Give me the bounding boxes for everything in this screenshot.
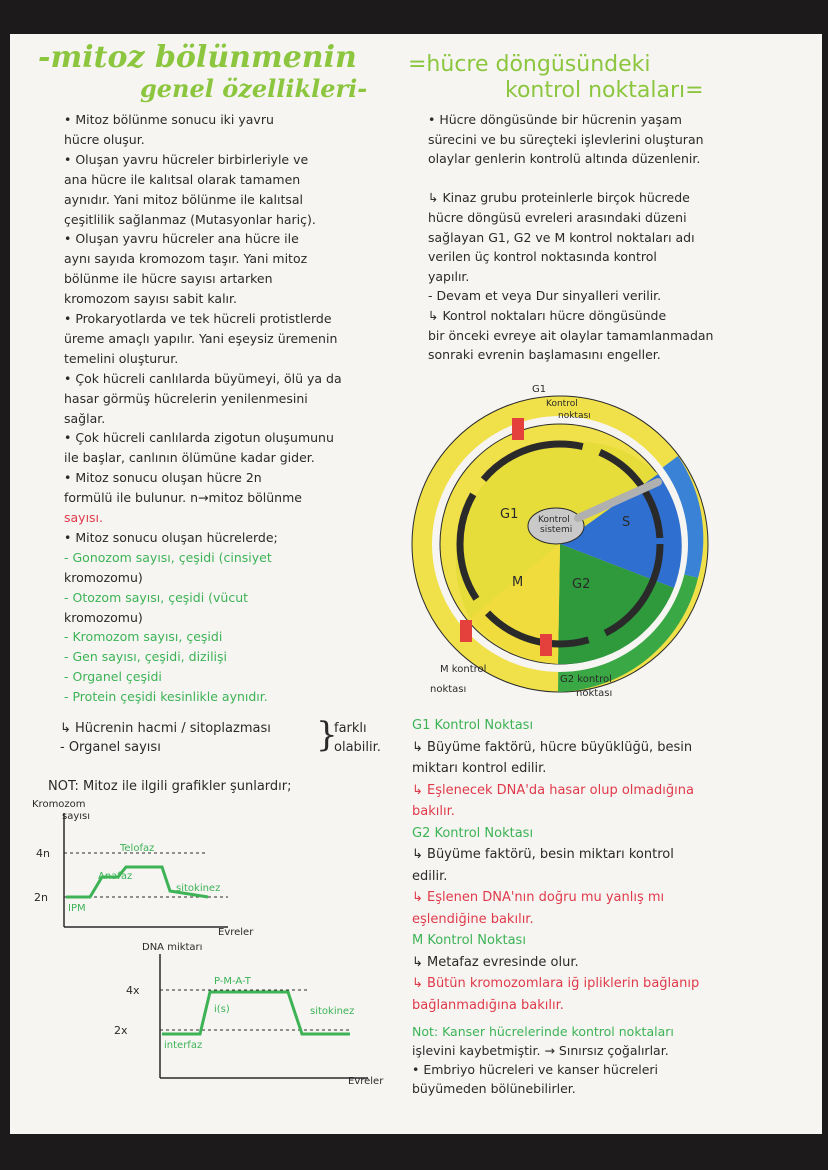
g1-ylabel2: sayısı xyxy=(62,811,91,822)
leftcol-line: - Gonozom sayısı, çeşidi (cinsiyet xyxy=(64,549,272,565)
rightcol-line: ↳ Kontrol noktaları hücre döngüsünde xyxy=(428,308,667,323)
m-cp-label-2: noktası xyxy=(430,684,467,695)
cpcol-line: bakılır. xyxy=(412,804,455,819)
leftcol-line: aynı sayıda kromozom taşır. Yani mitoz xyxy=(64,251,308,267)
cpcol-line: ↳ Eşlenen DNA'nın doğru mu yanlış mı xyxy=(412,890,665,905)
leftcol-line: • Mitoz sonucu oluşan hücrelerde; xyxy=(64,529,278,545)
g1-xlabel: Evreler xyxy=(218,927,254,938)
rightcol-line: olaylar genlerin kontrolü altında düzenlenir. xyxy=(428,151,701,167)
brace: } xyxy=(316,715,338,755)
leftcol-line: kromozomu) xyxy=(64,609,143,625)
rightcol-line: sağlayan G1, G2 ve M kontrol noktaları adı xyxy=(428,229,695,245)
chromosome-graph xyxy=(28,795,268,930)
cell-cycle-diagram xyxy=(408,378,718,698)
g2-y-high: 4x xyxy=(126,984,140,997)
g1-y-low: 2n xyxy=(34,891,48,904)
phase-s: S xyxy=(622,515,631,530)
g2-cp-label-2: noktası xyxy=(576,688,613,699)
title-right-line2: kontrol noktaları= xyxy=(505,78,704,103)
g2-cp-label-1: G2 kontrol xyxy=(560,674,612,685)
brace-note-2: olabilir. xyxy=(334,740,381,755)
title-right-line1: =hücre döngüsündeki xyxy=(408,52,651,77)
leftcol-line: - Organel çeşidi xyxy=(64,669,162,685)
m-cp-label-1: M kontrol xyxy=(440,664,487,675)
title-left-line2: genel özellikleri- xyxy=(140,74,368,103)
leftcol-line: sayısı. xyxy=(64,510,104,525)
g1-checkpoint-marker xyxy=(512,418,524,440)
hacim-line: ↳ Hücrenin hacmi / sitoplazması xyxy=(60,721,271,736)
g2-label-sitokinez: sitokinez xyxy=(310,1006,355,1017)
leftcol-line: ile başlar, canlının ölümüne kadar gider. xyxy=(64,450,315,466)
leftcol-line: formülü ile bulunur. n→mitoz bölünme xyxy=(64,490,302,506)
title-left-line1: -mitoz bölünmenin xyxy=(38,40,357,75)
cpcol-line: ↳ Büyüme faktörü, besin miktarı kontrol xyxy=(412,847,674,862)
leftcol-line: • Prokaryotlarda ve tek hücreli protistlerde xyxy=(64,311,332,326)
cpcol-line: M Kontrol Noktası xyxy=(412,933,526,948)
cpcol-line: ↳ Eşlenecek DNA'da hasar olup olmadığına xyxy=(412,782,694,798)
notecol-line: büyümeden bölünebilirler. xyxy=(412,1081,576,1096)
cpcol-line: ↳ Bütün kromozomlara iğ ipliklerin bağlanıp xyxy=(412,976,700,991)
leftcol-line: çeşitlilik sağlanmaz (Mutasyonlar hariç). xyxy=(64,211,316,227)
brace-note-1: farklı xyxy=(334,721,367,736)
rightcol-line: ↳ Kinaz grubu proteinlerle birçok hücrede xyxy=(428,190,690,206)
cpcol-line: bağlanmadığına bakılır. xyxy=(412,997,564,1013)
cpcol-line: G2 Kontrol Noktası xyxy=(412,825,534,841)
graphs-note: NOT: Mitoz ile ilgili grafikler şunlardır; xyxy=(48,779,292,794)
phase-m: M xyxy=(512,575,524,590)
leftcol-line: - Otozom sayısı, çeşidi (vücut xyxy=(64,589,249,605)
notecol-line: Not: Kanser hücrelerinde kontrol noktaları xyxy=(412,1024,674,1039)
rightcol-line: verilen üç kontrol noktasında kontrol xyxy=(428,249,657,265)
leftcol-line: kromozomu) xyxy=(64,569,143,585)
notecol-line: işlevini kaybetmiştir. → Sınırsız çoğalırlar. xyxy=(412,1043,669,1058)
g2-y-low: 2x xyxy=(114,1024,128,1037)
g1-label-ipm: IPM xyxy=(68,903,86,914)
rightcol-line: bir önceki evreye ait olaylar tamamlanmadan xyxy=(428,327,714,343)
leftcol-line: üreme amaçlı yapılır. Yani eşeysiz üremenin xyxy=(64,330,338,346)
g1-ylabel1: Kromozom xyxy=(32,799,86,810)
g1-label-sitokinez: sitokinez xyxy=(176,883,221,894)
rightcol-line: yapılır. xyxy=(428,268,470,284)
rightcol-line: • Hücre döngüsünde bir hücrenin yaşam xyxy=(428,112,682,127)
cpcol-line: edilir. xyxy=(412,868,448,884)
control-label-2: sistemi xyxy=(540,525,573,535)
rightcol-line: hücre döngüsü evreleri arasındaki düzeni xyxy=(428,210,687,225)
leftcol-line: hasar görmüş hücrelerin yenilenmesini xyxy=(64,390,308,406)
phase-g2: G2 xyxy=(572,577,591,592)
notecol-line: • Embriyo hücreleri ve kanser hücreleri xyxy=(412,1062,659,1077)
g1-cp-label-3: noktası xyxy=(558,411,591,421)
control-label-1: Kontrol xyxy=(538,515,570,525)
leftcol-line: bölünme ile hücre sayısı artarken xyxy=(64,271,273,287)
g1-cp-label-2: Kontrol xyxy=(546,399,578,409)
g1-y-high: 4n xyxy=(36,847,50,860)
leftcol-line: - Kromozom sayısı, çeşidi xyxy=(64,629,223,645)
g2-checkpoint-marker xyxy=(540,634,552,656)
leftcol-line: temelini oluşturur. xyxy=(64,350,179,366)
g2-label-pmat: P-M-A-T xyxy=(214,976,251,987)
leftcol-line: - Protein çeşidi kesinlikle aynıdır. xyxy=(64,689,268,705)
g2-label-is: i(s) xyxy=(214,1004,230,1015)
rightcol-line: sonraki evrenin başlamasını engeller. xyxy=(428,347,661,363)
cpcol-line: G1 Kontrol Noktası xyxy=(412,718,534,733)
leftcol-line: • Çok hücreli canlılarda büyümeyi, ölü ya da xyxy=(64,370,342,386)
leftcol-line: • Oluşan yavru hücreler ana hücre ile xyxy=(64,231,299,247)
g2-xlabel: Evreler xyxy=(348,1076,384,1087)
g1-cp-label-1: G1 xyxy=(532,384,547,395)
cpcol-line: ↳ Metafaz evresinde olur. xyxy=(412,954,579,970)
leftcol-line: aynıdır. Yani mitoz bölünme ile kalıtsal xyxy=(64,191,303,207)
leftcol-line: - Gen sayısı, çeşidi, dizilişi xyxy=(64,649,228,665)
leftcol-line: • Mitoz sonucu oluşan hücre 2n xyxy=(64,470,262,486)
leftcol-line: • Mitoz bölünme sonucu iki yavru xyxy=(64,112,274,127)
rightcol-line: sürecini ve bu süreçteki işlevlerini oluşturan xyxy=(428,131,704,147)
organel-line: - Organel sayısı xyxy=(60,740,161,755)
g2-ylabel: DNA miktarı xyxy=(142,942,203,953)
cpcol-line: miktarı kontrol edilir. xyxy=(412,761,547,776)
leftcol-line: hücre oluşur. xyxy=(64,131,145,147)
cpcol-line: ↳ Büyüme faktörü, hücre büyüklüğü, besin xyxy=(412,739,693,755)
dna-graph xyxy=(110,940,370,1080)
g2-label-interfaz: interfaz xyxy=(164,1040,203,1051)
leftcol-line: ana hücre ile kalıtsal olarak tamamen xyxy=(64,171,301,187)
phase-g1: G1 xyxy=(500,507,519,522)
g1-label-telofaz: Telofaz xyxy=(120,843,155,854)
cpcol-line: eşlendiğine bakılır. xyxy=(412,911,534,927)
m-checkpoint-marker xyxy=(460,620,472,642)
rightcol-line: - Devam et veya Dur sinyalleri verilir. xyxy=(428,288,662,304)
leftcol-line: kromozom sayısı sabit kalır. xyxy=(64,291,237,307)
g1-label-anafaz: Anafaz xyxy=(98,871,133,882)
leftcol-line: • Oluşan yavru hücreler birbirleriyle ve xyxy=(64,151,309,167)
leftcol-line: • Çok hücreli canlılarda zigotun oluşumunu xyxy=(64,430,334,446)
leftcol-line: sağlar. xyxy=(64,410,106,426)
